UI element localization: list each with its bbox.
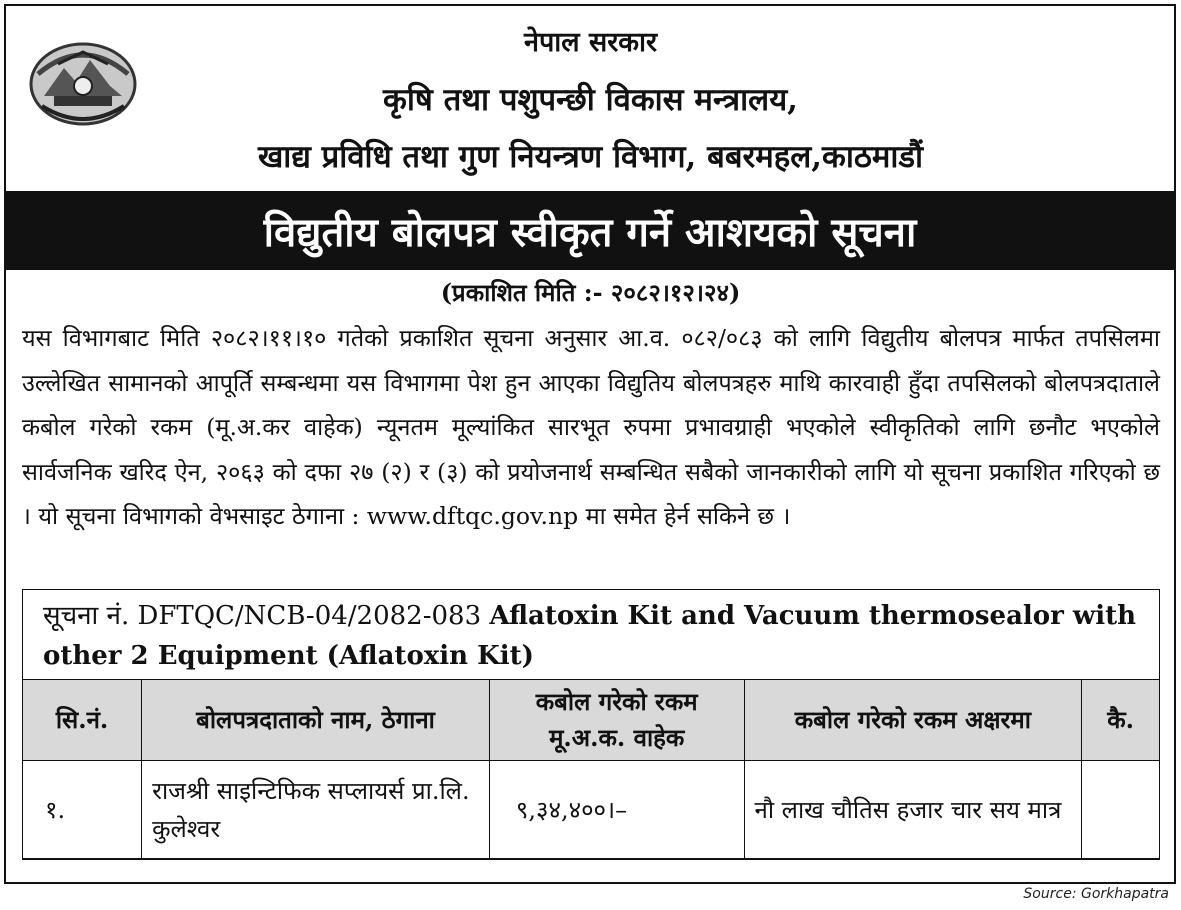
- header-sn: सि.नं.: [23, 680, 142, 761]
- ministry-name: कृषि तथा पशुपन्छी विकास मन्त्रालय,: [383, 82, 798, 118]
- cell-amount-words: नौ लाख चौतिस हजार चार सय मात्र: [744, 761, 1082, 860]
- header-amount: कबोल गरेको रकम मू.अ.क. वाहेक: [489, 680, 744, 761]
- notice-body: यस विभागबाट मिति २०८२।११।१० गतेको प्रकाशित सूचना अनुसार आ.व. ०८२/०८३ को लागि विद्युतीय बोलपत्र मार्फत तपसिलमा उल्लेखित सामानको आपूर्ति सम्बन्धमा यस विभागमा पेश हुन आएका विद्युतिय बोलपत्रहरु माथि कारवाही हुँदा तपसिलको बोलपत्रदाताले कबोल गरेको रकम (मू.अ.कर वाहेक) न्यूनतम मूल्यांकित सारभूत रुपमा प्रभावग्राही भएकोले स्वीकृतिको लागि छनौट भएकोले सार्वजनिक खरिद ऐन, २०६३ को दफा २७ (२) र (३) को प्रयोजनार्थ सम्बन्धित सबैको जानकारीको लागि यो सूचना प्रकाशित गरिएको छ । यो सूचना विभागको वेभसाइट ठेगाना : www.dftqc.gov.np मा समेत हेर्न सकिने छ ।: [22, 324, 1160, 530]
- government-name: नेपाल सरकार: [523, 27, 658, 58]
- notice-number-prefix: सूचना नं.: [43, 601, 130, 631]
- table-header-row: [23, 680, 1160, 761]
- procurement-title: Aflatoxin Kit and Vacuum thermosealor with other 2 Equipment (Aflatoxin Kit): [43, 601, 1137, 671]
- header-bidder: बोलपत्रदाताको नाम, ठेगाना: [142, 680, 490, 761]
- notice-reference: [43, 596, 1148, 676]
- department-name: खाद्य प्रविधि तथा गुण नियन्त्रण विभाग, बबरमहल,काठमाडौं: [257, 139, 924, 175]
- cell-remarks: [1082, 761, 1160, 860]
- cell-amount: ९,३४,४००।–: [489, 761, 744, 860]
- notice-title: विद्युतीय बोलपत्र स्वीकृत गर्ने आशयको सूचना: [263, 209, 917, 256]
- notice-title-banner: [4, 191, 1176, 270]
- source-credit: Source: Gorkhapatra: [1023, 886, 1169, 902]
- header-amount-words: कबोल गरेको रकम अक्षरमा: [744, 680, 1082, 761]
- cell-bidder: राजश्री साइन्टिफिक सप्लायर्स प्रा.लि. कुलेश्वर: [142, 761, 490, 860]
- publication-date: (प्रकाशित मिति :- २०८२।१२।२४): [440, 278, 741, 307]
- bid-details-box: [22, 589, 1160, 859]
- cell-sn: १.: [23, 761, 142, 860]
- bid-table: [22, 679, 1160, 860]
- notice-number: DFTQC/NCB-04/2082-083: [137, 601, 482, 631]
- header-remarks: कै.: [1082, 680, 1160, 761]
- table-row: [23, 761, 1160, 860]
